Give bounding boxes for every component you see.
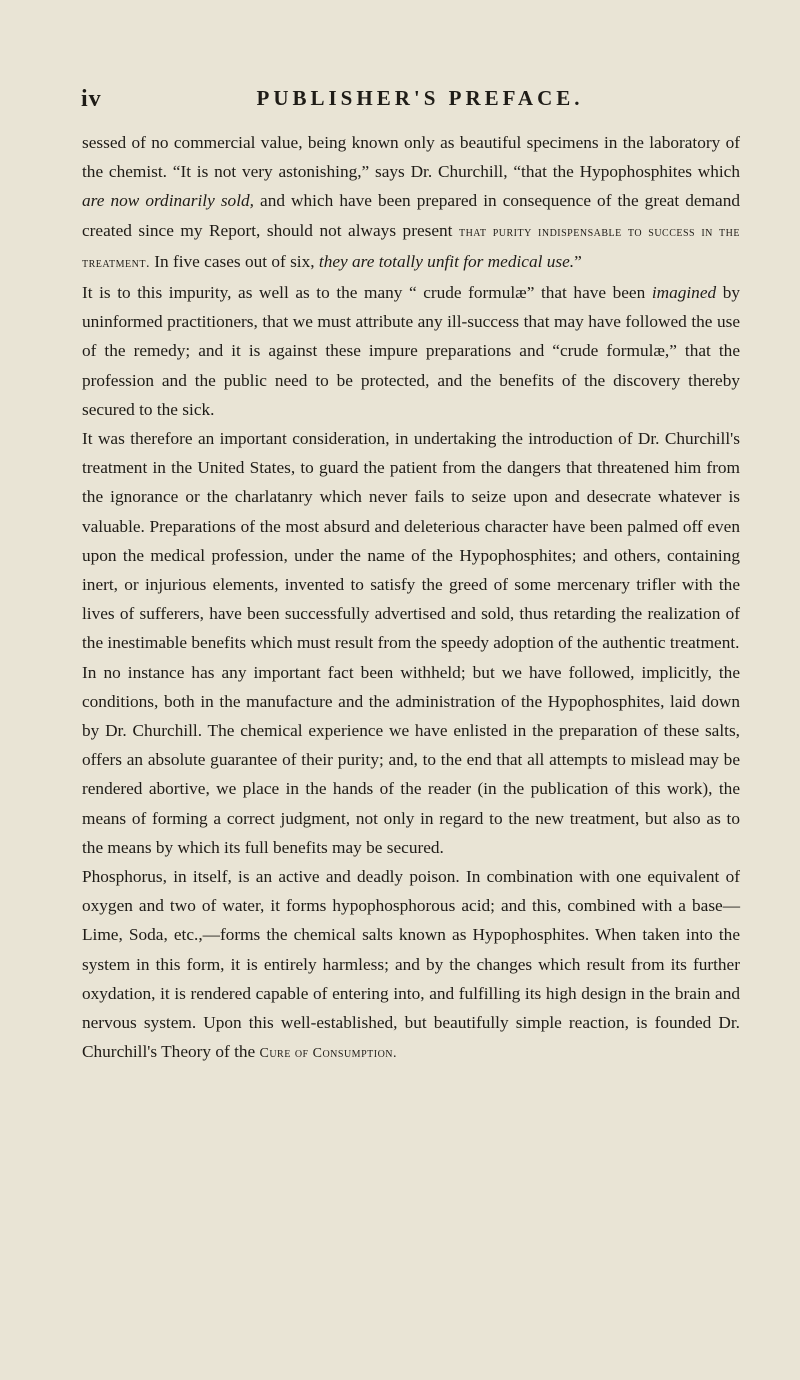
italic-run: are now ordinarily sold,: [82, 191, 254, 211]
paragraph-5: [82, 862, 740, 1068]
paragraph-2: [82, 278, 740, 424]
text-run: It is to this impurity, as well as to the many “ crude formulæ” that have been: [82, 283, 652, 303]
text-run: Phosphorus, in itself, is an active and deadly poison. In combination with one equivalent of oxygen and two of water, it forms hypophosphorous acid; and this, combined with a base—Lime, Soda, etc.,—forms the chemical salts known as Hypophosphites. When taken into the system in this form, it is entirely harmless; and by the changes which result from its further oxydation, it is rendered capable of entering into, and fulfilling its high design in the brain and nervous system. Upon this well-established, but beautifully simple reaction, is founded Dr. Churchill's Theory of the: [82, 867, 740, 1062]
text-run: and which have been prepared in consequence of the great demand created since my Report, should not always present: [82, 191, 740, 240]
italic-run: imagined: [651, 283, 717, 303]
paragraph-1: [82, 128, 740, 278]
running-head: PUBLISHER'S PREFACE.: [256, 86, 584, 110]
smallcaps-run: Cure of Consumption.: [259, 1046, 398, 1062]
text-run: In five cases out of six,: [149, 251, 319, 271]
paragraph-4: In no instance has any important fact been withheld; but we have followed, implicitly, the conditions, both in the manufacture and the administration of the Hypophosphites, laid down by Dr. Churchill. The chemical experience we have enlisted in the preparation of these salts, offers an absolute guarantee of their purity; and, to the end that all attempts to mislead may be rendered abortive, we place in the hands of the reader (in the publication of this work), the means of forming a correct judgment, not only in regard to the new treatment, but also as to the means by which its full benefits may be secured.: [82, 662, 740, 857]
page-number: iv: [81, 86, 102, 112]
body-text: [82, 128, 740, 1069]
italic-run: they are totally unfit for medical use.: [318, 251, 575, 271]
text-run: sessed of no commercial value, being known only as beautiful specimens in the laboratory of the chemist. “It is not very astonishing,” says Dr. Churchill, “that the Hypophosphites which: [82, 133, 740, 182]
text-run: ”: [574, 251, 582, 271]
text-run: by uninformed practitioners, that we must attribute any ill-success that may have followed the use of the remedy; and it is against these impure preparations and “crude formulæ,” that the profession and the public need to be protected, and the benefits of the discovery thereby secured to the sick.: [82, 283, 740, 419]
paragraph-3: It was therefore an important consideration, in undertaking the introduction of Dr. Churchill's treatment in the United States, to guard the patient from the dangers that threatened him from the ignorance or the charlatanry which never fails to seize upon and desecrate whatever is valuable. Preparations of the most absurd and deleterious character have been palmed off even upon the medical profession, under the name of the Hypophosphites; and others, containing inert, or injurious elements, invented to satisfy the greed of some mercenary trifler with the lives of sufferers, have been successfully advertised and sold, thus retarding the realization of the inestimable benefits which must result from the speedy adoption of the authentic treatment.: [82, 429, 740, 653]
smallcaps-run: that purity indispensable to success in the treatment.: [82, 224, 740, 271]
